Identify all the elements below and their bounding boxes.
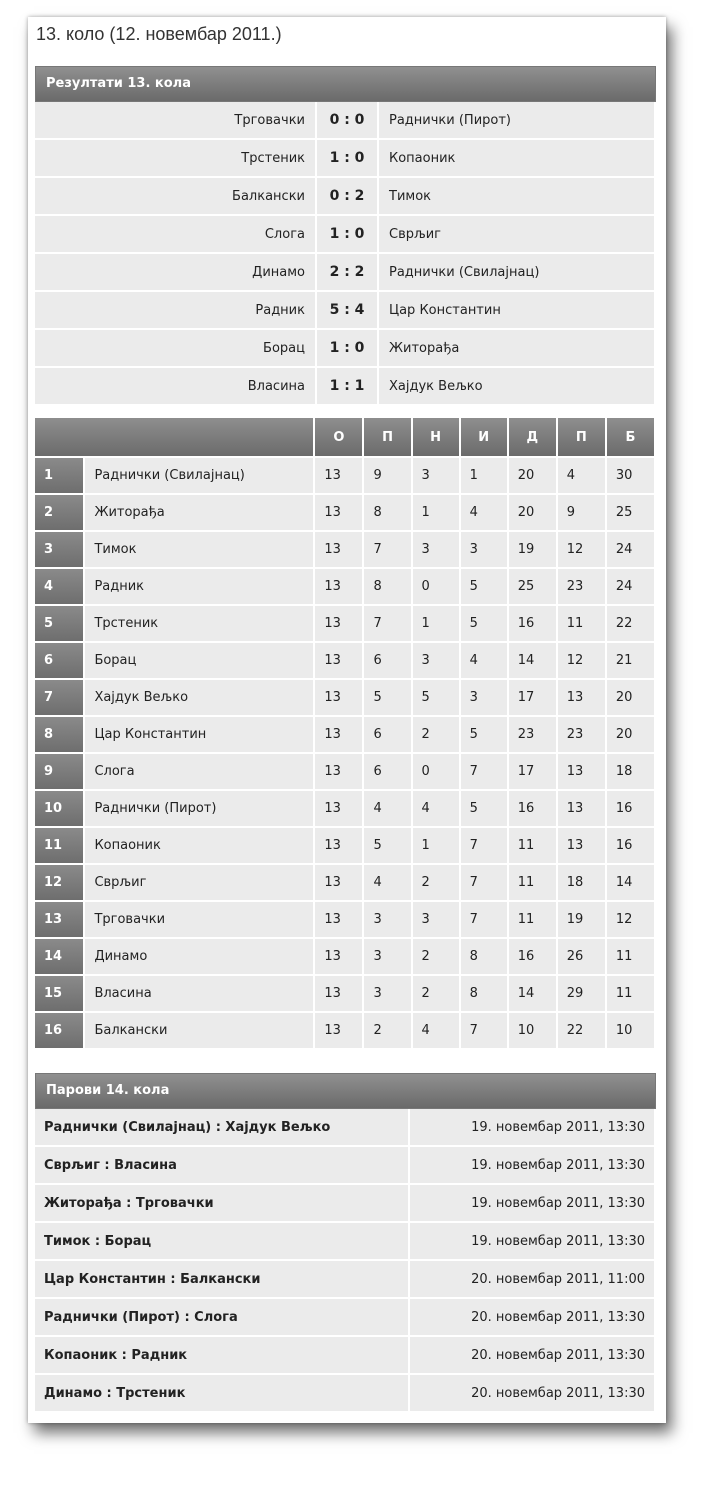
wins-cell: 7 [364,532,412,569]
points-cell: 18 [607,754,656,791]
team-name-cell: Сврљиг [85,865,315,902]
position-cell: 15 [35,976,85,1013]
result-row [35,368,656,406]
draws-cell: 3 [413,902,461,939]
standings-row [35,976,656,1013]
standings-table [35,418,656,1050]
result-row [35,140,656,178]
column-header: Д [509,418,558,458]
match-score: 1 : 0 [317,216,379,254]
home-team: Трговачки [35,102,317,140]
played-cell: 13 [315,680,364,717]
draws-cell: 1 [413,606,461,643]
position-cell: 16 [35,1013,85,1050]
wins-cell: 5 [364,680,412,717]
points-cell: 12 [607,902,656,939]
played-cell: 13 [315,754,364,791]
draws-cell: 0 [413,569,461,606]
away-team: Копаоник [379,140,656,178]
team-name-cell: Копаоник [85,828,315,865]
standings-header-blank [35,418,315,458]
losses-cell: 5 [461,717,509,754]
losses-cell: 3 [461,680,509,717]
position-cell: 14 [35,939,85,976]
wins-cell: 3 [364,976,412,1013]
points-cell: 11 [607,976,656,1013]
points-cell: 16 [607,828,656,865]
losses-cell: 5 [461,606,509,643]
fixture-datetime: 19. новембар 2011, 13:30 [410,1147,656,1185]
goals-against-cell: 11 [558,606,607,643]
points-cell: 20 [607,717,656,754]
home-team: Власина [35,368,317,406]
points-cell: 20 [607,680,656,717]
standings-row [35,939,656,976]
standings-section [35,418,656,1050]
fixture-datetime: 19. новембар 2011, 13:30 [410,1223,656,1261]
draws-cell: 4 [413,791,461,828]
goals-against-cell: 18 [558,865,607,902]
goals-against-cell: 12 [558,532,607,569]
column-header: П [558,418,607,458]
goals-for-cell: 11 [509,902,558,939]
match-score: 1 : 0 [317,330,379,368]
fixture-match: Динамо : Трстеник [35,1375,410,1413]
team-name-cell: Балкански [85,1013,315,1050]
draws-cell: 3 [413,643,461,680]
wins-cell: 8 [364,569,412,606]
losses-cell: 5 [461,791,509,828]
away-team: Раднички (Пирот) [379,102,656,140]
team-name-cell: Цар Константин [85,717,315,754]
wins-cell: 4 [364,791,412,828]
column-header: П [364,418,412,458]
losses-cell: 5 [461,569,509,606]
draws-cell: 4 [413,1013,461,1050]
team-name-cell: Борац [85,643,315,680]
position-cell: 4 [35,569,85,606]
position-cell: 13 [35,902,85,939]
played-cell: 13 [315,458,364,495]
fixture-row [35,1375,656,1413]
match-score: 2 : 2 [317,254,379,292]
match-score: 0 : 0 [317,102,379,140]
wins-cell: 3 [364,939,412,976]
goals-against-cell: 9 [558,495,607,532]
standings-header-row [35,418,656,458]
losses-cell: 7 [461,902,509,939]
wins-cell: 6 [364,717,412,754]
goals-against-cell: 26 [558,939,607,976]
home-team: Радник [35,292,317,330]
goals-against-cell: 13 [558,791,607,828]
result-row [35,216,656,254]
draws-cell: 2 [413,717,461,754]
losses-cell: 7 [461,828,509,865]
draws-cell: 2 [413,865,461,902]
draws-cell: 1 [413,495,461,532]
away-team: Тимок [379,178,656,216]
standings-row [35,828,656,865]
fixture-match: Копаоник : Радник [35,1337,410,1375]
played-cell: 13 [315,902,364,939]
position-cell: 3 [35,532,85,569]
goals-for-cell: 11 [509,865,558,902]
goals-for-cell: 19 [509,532,558,569]
goals-for-cell: 16 [509,939,558,976]
position-cell: 9 [35,754,85,791]
goals-against-cell: 13 [558,754,607,791]
played-cell: 13 [315,939,364,976]
away-team: Житорађа [379,330,656,368]
team-name-cell: Слога [85,754,315,791]
team-name-cell: Житорађа [85,495,315,532]
fixtures-table [35,1109,656,1413]
fixture-row [35,1223,656,1261]
fixtures-section [35,1073,656,1413]
fixture-datetime: 20. новембар 2011, 13:30 [410,1375,656,1413]
goals-for-cell: 14 [509,976,558,1013]
goals-for-cell: 16 [509,606,558,643]
standings-row [35,1013,656,1050]
team-name-cell: Радник [85,569,315,606]
goals-for-cell: 23 [509,717,558,754]
played-cell: 13 [315,717,364,754]
goals-for-cell: 16 [509,791,558,828]
played-cell: 13 [315,569,364,606]
losses-cell: 8 [461,976,509,1013]
standings-row [35,680,656,717]
wins-cell: 6 [364,754,412,791]
position-cell: 12 [35,865,85,902]
match-score: 5 : 4 [317,292,379,330]
wins-cell: 7 [364,606,412,643]
goals-for-cell: 25 [509,569,558,606]
goals-against-cell: 19 [558,902,607,939]
result-row [35,178,656,216]
losses-cell: 1 [461,458,509,495]
draws-cell: 0 [413,754,461,791]
home-team: Слога [35,216,317,254]
standings-row [35,569,656,606]
fixture-datetime: 19. новембар 2011, 13:30 [410,1109,656,1147]
fixture-datetime: 20. новембар 2011, 11:00 [410,1261,656,1299]
fixture-datetime: 20. новембар 2011, 13:30 [410,1299,656,1337]
standings-row [35,902,656,939]
losses-cell: 4 [461,643,509,680]
wins-cell: 4 [364,865,412,902]
goals-for-cell: 11 [509,828,558,865]
played-cell: 13 [315,606,364,643]
standings-row [35,754,656,791]
position-cell: 8 [35,717,85,754]
team-name-cell: Трстеник [85,606,315,643]
result-row [35,330,656,368]
played-cell: 13 [315,976,364,1013]
points-cell: 14 [607,865,656,902]
losses-cell: 3 [461,532,509,569]
column-header: И [461,418,509,458]
goals-for-cell: 14 [509,643,558,680]
wins-cell: 5 [364,828,412,865]
column-header: Б [607,418,656,458]
played-cell: 13 [315,532,364,569]
points-cell: 21 [607,643,656,680]
losses-cell: 8 [461,939,509,976]
goals-against-cell: 13 [558,680,607,717]
played-cell: 13 [315,828,364,865]
away-team: Сврљиг [379,216,656,254]
fixture-match: Житорађа : Трговачки [35,1185,410,1223]
losses-cell: 7 [461,1013,509,1050]
standings-row [35,458,656,495]
results-section [35,66,656,406]
home-team: Динамо [35,254,317,292]
fixture-row [35,1185,656,1223]
position-cell: 5 [35,606,85,643]
points-cell: 11 [607,939,656,976]
goals-for-cell: 10 [509,1013,558,1050]
team-name-cell: Раднички (Свилајнац) [85,458,315,495]
away-team: Хајдук Вељко [379,368,656,406]
draws-cell: 2 [413,976,461,1013]
away-team: Раднички (Свилајнац) [379,254,656,292]
away-team: Цар Константин [379,292,656,330]
position-cell: 11 [35,828,85,865]
played-cell: 13 [315,865,364,902]
fixture-match: Раднички (Пирот) : Слога [35,1299,410,1337]
standings-row [35,532,656,569]
match-score: 1 : 0 [317,140,379,178]
fixture-row [35,1147,656,1185]
goals-against-cell: 23 [558,717,607,754]
goals-against-cell: 22 [558,1013,607,1050]
points-cell: 22 [607,606,656,643]
fixture-row [35,1109,656,1147]
played-cell: 13 [315,791,364,828]
team-name-cell: Власина [85,976,315,1013]
team-name-cell: Раднички (Пирот) [85,791,315,828]
position-cell: 2 [35,495,85,532]
position-cell: 10 [35,791,85,828]
goals-against-cell: 29 [558,976,607,1013]
points-cell: 30 [607,458,656,495]
column-header: Н [413,418,461,458]
draws-cell: 1 [413,828,461,865]
standings-row [35,606,656,643]
draws-cell: 2 [413,939,461,976]
results-heading: Резултати 13. кола [35,66,656,102]
points-cell: 10 [607,1013,656,1050]
team-name-cell: Хајдук Вељко [85,680,315,717]
wins-cell: 6 [364,643,412,680]
fixture-match: Цар Константин : Балкански [35,1261,410,1299]
results-table [35,102,656,406]
played-cell: 13 [315,643,364,680]
fixture-match: Сврљиг : Власина [35,1147,410,1185]
result-row [35,254,656,292]
standings-row [35,495,656,532]
team-name-cell: Тимок [85,532,315,569]
standings-row [35,643,656,680]
draws-cell: 3 [413,458,461,495]
fixture-row [35,1337,656,1375]
played-cell: 13 [315,495,364,532]
goals-against-cell: 23 [558,569,607,606]
team-name-cell: Трговачки [85,902,315,939]
page-title: 13. коло (12. новембар 2011.) [36,24,282,44]
home-team: Борац [35,330,317,368]
losses-cell: 4 [461,495,509,532]
goals-for-cell: 20 [509,495,558,532]
position-cell: 1 [35,458,85,495]
fixture-datetime: 20. новембар 2011, 13:30 [410,1337,656,1375]
draws-cell: 5 [413,680,461,717]
goals-for-cell: 20 [509,458,558,495]
result-row [35,292,656,330]
wins-cell: 3 [364,902,412,939]
standings-row [35,791,656,828]
goals-for-cell: 17 [509,754,558,791]
goals-against-cell: 12 [558,643,607,680]
wins-cell: 8 [364,495,412,532]
team-name-cell: Динамо [85,939,315,976]
home-team: Трстеник [35,140,317,178]
fixture-match: Раднички (Свилајнац) : Хајдук Вељко [35,1109,410,1147]
column-header: О [315,418,364,458]
points-cell: 24 [607,569,656,606]
match-score: 0 : 2 [317,178,379,216]
goals-against-cell: 4 [558,458,607,495]
fixture-row [35,1299,656,1337]
goals-for-cell: 17 [509,680,558,717]
wins-cell: 9 [364,458,412,495]
points-cell: 24 [607,532,656,569]
fixture-row [35,1261,656,1299]
draws-cell: 3 [413,532,461,569]
played-cell: 13 [315,1013,364,1050]
goals-against-cell: 13 [558,828,607,865]
result-row [35,102,656,140]
fixture-match: Тимок : Борац [35,1223,410,1261]
standings-row [35,717,656,754]
points-cell: 16 [607,791,656,828]
position-cell: 6 [35,643,85,680]
home-team: Балкански [35,178,317,216]
losses-cell: 7 [461,754,509,791]
wins-cell: 2 [364,1013,412,1050]
fixtures-heading: Парови 14. кола [35,1073,656,1109]
position-cell: 7 [35,680,85,717]
points-cell: 25 [607,495,656,532]
standings-row [35,865,656,902]
fixture-datetime: 19. новембар 2011, 13:30 [410,1185,656,1223]
match-score: 1 : 1 [317,368,379,406]
losses-cell: 7 [461,865,509,902]
